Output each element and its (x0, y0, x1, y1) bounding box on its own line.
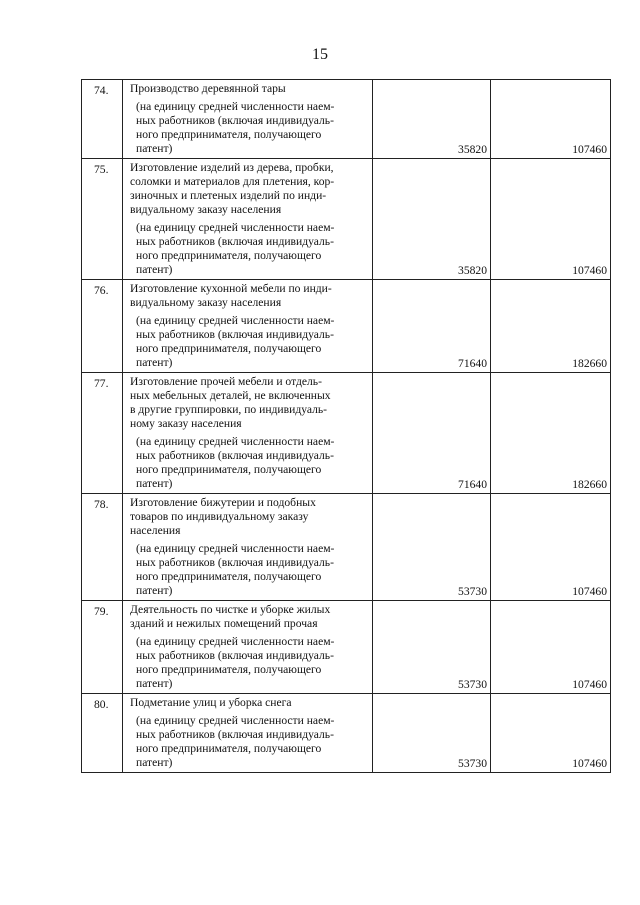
row-number: 77. (82, 373, 123, 494)
activity-description (123, 280, 373, 373)
value-cell-1: 53730 (373, 601, 491, 694)
row-number: 75. (82, 159, 123, 280)
row-number: 76. (82, 280, 123, 373)
activity-description (123, 694, 373, 773)
activity-title: Подметание улиц и уборка снега (130, 696, 292, 709)
activity-note: (на единицу средней численности наем- ных работников (включая индивидуаль- ного предпринимателя, получающего патент) (136, 714, 335, 769)
activity-title: Изготовление кухонной мебели по инди- видуальному заказу населения (130, 282, 332, 309)
row-number: 79. (82, 601, 123, 694)
value-cell-2: 107460 (491, 694, 611, 773)
tariff-table (81, 79, 611, 773)
activity-note: (на единицу средней численности наем- ных работников (включая индивидуаль- ного предпринимателя, получающего патент) (136, 542, 335, 597)
table-row (82, 601, 611, 694)
activity-title: Деятельность по чистке и уборке жилых зданий и нежилых помещений прочая (130, 603, 331, 630)
activity-note: (на единицу средней численности наем- ных работников (включая индивидуаль- ного предпринимателя, получающего патент) (136, 314, 335, 369)
activity-description (123, 494, 373, 601)
activity-description (123, 373, 373, 494)
value-cell-2: 107460 (491, 494, 611, 601)
value-cell-2: 182660 (491, 373, 611, 494)
activity-note: (на единицу средней численности наем- ных работников (включая индивидуаль- ного предпринимателя, получающего патент) (136, 435, 335, 490)
page-number: 15 (312, 46, 328, 63)
table-row (82, 80, 611, 159)
value-cell-2: 107460 (491, 80, 611, 159)
table-row (82, 694, 611, 773)
row-number: 80. (82, 694, 123, 773)
table-row (82, 280, 611, 373)
activity-note: (на единицу средней численности наем- ных работников (включая индивидуаль- ного предпринимателя, получающего патент) (136, 221, 335, 276)
table-row (82, 373, 611, 494)
value-cell-1: 53730 (373, 494, 491, 601)
value-cell-2: 182660 (491, 280, 611, 373)
table-row (82, 494, 611, 601)
activity-title: Изготовление бижутерии и подобных товаров по индивидуальному заказу населения (130, 496, 316, 537)
activity-description (123, 601, 373, 694)
value-cell-2: 107460 (491, 159, 611, 280)
activity-note: (на единицу средней численности наем- ных работников (включая индивидуаль- ного предпринимателя, получающего патент) (136, 635, 335, 690)
value-cell-1: 53730 (373, 694, 491, 773)
value-cell-1: 71640 (373, 280, 491, 373)
value-cell-2: 107460 (491, 601, 611, 694)
activity-title: Изготовление прочей мебели и отдель- ных мебельных деталей, не включенных в другие группировки, по индивидуаль- ному заказу населения (130, 375, 331, 430)
activity-description (123, 159, 373, 280)
row-number: 74. (82, 80, 123, 159)
row-number: 78. (82, 494, 123, 601)
activity-title: Производство деревянной тары (130, 82, 286, 95)
activity-note: (на единицу средней численности наем- ных работников (включая индивидуаль- ного предпринимателя, получающего патент) (136, 100, 335, 155)
value-cell-1: 35820 (373, 80, 491, 159)
activity-description (123, 80, 373, 159)
value-cell-1: 71640 (373, 373, 491, 494)
activity-title: Изготовление изделий из дерева, пробки, соломки и материалов для плетения, кор- зиночных и плетеных изделий по инди- видуальному заказу населения (130, 161, 335, 216)
table-row (82, 159, 611, 280)
value-cell-1: 35820 (373, 159, 491, 280)
